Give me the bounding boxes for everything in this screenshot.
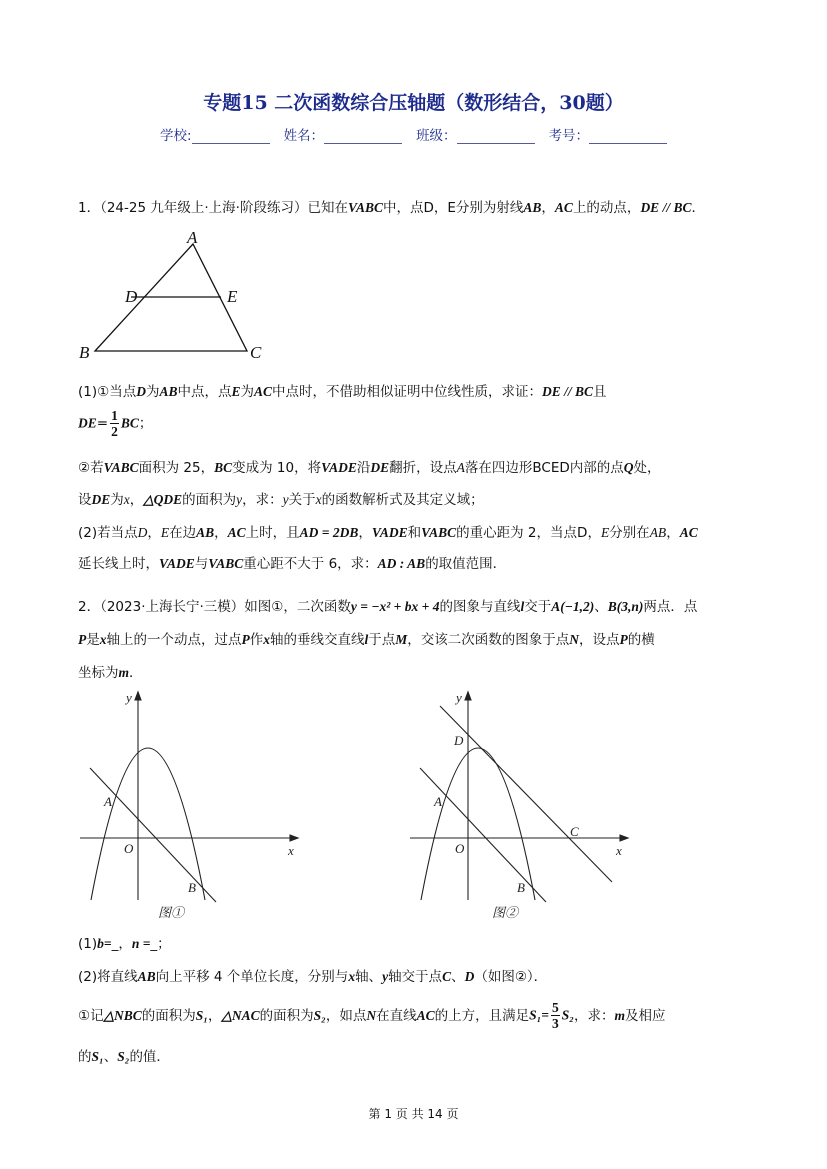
math-expression: S₁ xyxy=(195,1007,208,1023)
math-expression: DE xyxy=(370,460,390,475)
graph-fig1 xyxy=(80,692,298,902)
text-segment: 的值． xyxy=(129,1049,170,1065)
math-expression: y = −x² + bx + 4 xyxy=(350,599,440,614)
sub1-end xyxy=(574,1008,666,1024)
text-segment: 与 xyxy=(194,556,209,572)
text-segment: D xyxy=(423,200,434,216)
text-segment: 中点，点 xyxy=(177,384,232,400)
math-de: DE xyxy=(78,415,97,431)
text-segment: 变成为 10，将 xyxy=(232,460,322,476)
x-axis-arrow xyxy=(620,835,628,841)
triangle-labels xyxy=(79,228,262,362)
math-expression: x xyxy=(263,632,270,647)
math-expression: n = xyxy=(131,936,151,951)
y-axis-arrow xyxy=(135,692,141,700)
math-expression: AD = 2DB xyxy=(299,525,359,540)
parabola xyxy=(91,748,205,900)
fig2-point-a: A xyxy=(434,794,442,809)
q2-part2-sub1-line1 xyxy=(78,1000,666,1031)
math-s1-eq: S₁= xyxy=(529,1007,550,1023)
fig2-point-d: D xyxy=(454,733,464,748)
text-segment: ，求： xyxy=(242,492,283,508)
fig1-x-label: x xyxy=(288,843,294,858)
math-expression: △NBC xyxy=(103,1007,142,1023)
math-variable: y xyxy=(282,492,289,507)
text-segment: 、 xyxy=(594,599,608,615)
text-segment: 于点 xyxy=(368,632,396,648)
math-expression: y xyxy=(382,969,389,984)
math-expression: AC xyxy=(227,525,246,540)
text-segment: ， xyxy=(541,200,555,216)
text-segment: 且 xyxy=(593,384,607,400)
text-segment: ， xyxy=(214,525,228,541)
math-expression: S₁ xyxy=(91,1049,104,1064)
math-expression: N xyxy=(569,632,580,647)
punct: ； xyxy=(138,415,153,432)
math-s2: S₂ xyxy=(561,1007,574,1023)
text-segment: 上时，且 xyxy=(245,525,300,541)
text-segment: 轴的垂线交直线 xyxy=(270,632,365,648)
fig1-point-b: B xyxy=(188,880,196,895)
math-expression: △QDE xyxy=(143,492,183,507)
math-expression: Q xyxy=(623,460,634,475)
x-axis-arrow xyxy=(290,835,298,841)
math-variable: E xyxy=(600,525,610,540)
equals: = xyxy=(96,415,109,432)
triangle-figure xyxy=(95,244,247,351)
text-segment: 延长线上时， xyxy=(78,556,159,572)
q1-part1-line2 xyxy=(78,408,152,439)
label-a: A xyxy=(187,228,198,247)
fig1-origin-label: O xyxy=(124,841,134,856)
math-expression: VABC xyxy=(347,200,383,215)
text-segment: ， xyxy=(129,492,144,508)
text-segment: 和 xyxy=(407,525,422,541)
math-expression: VABC xyxy=(421,525,457,540)
text-segment: (1) xyxy=(78,936,98,952)
q2-stem-line3 xyxy=(78,661,143,681)
text-segment: 轴上的一个动点，过点 xyxy=(106,632,242,648)
text-segment: (2)将直线 xyxy=(78,969,138,985)
text-segment: 作 xyxy=(249,632,264,648)
text-segment: 上的动点， xyxy=(572,200,641,216)
text-segment: 中点时，不借助相似证明中位线性质，求证： xyxy=(272,384,543,400)
graph-fig2 xyxy=(410,692,628,902)
school-label: 学校: xyxy=(160,128,192,144)
text-segment: (1)①当点 xyxy=(78,384,137,400)
math-expression: x xyxy=(348,969,356,984)
math-variable: x xyxy=(123,492,130,507)
text-segment: ， xyxy=(118,936,132,952)
text-segment: ， xyxy=(666,525,680,541)
math-expression: △NAC xyxy=(221,1007,260,1023)
math-expression: BC xyxy=(214,460,233,475)
math-expression: l xyxy=(364,632,369,647)
text-segment: 为 xyxy=(240,384,255,400)
math-expression: D xyxy=(136,384,146,399)
math-expression: DE // BC xyxy=(640,200,692,215)
name-label: 姓名： xyxy=(283,128,325,144)
text-segment: 中，点 xyxy=(382,200,424,216)
text-segment: 落在四边形 xyxy=(464,460,533,476)
text-segment: 翻折，设点 xyxy=(389,460,457,476)
q1-part3-line1 xyxy=(78,521,698,541)
line-l xyxy=(90,768,216,902)
text-segment: E xyxy=(447,200,456,216)
math-expression: VADE xyxy=(371,525,408,540)
text-segment: (2)若当点 xyxy=(78,525,138,541)
fig1-labels xyxy=(103,690,294,920)
q1-part3-line2 xyxy=(78,552,506,572)
math-expression: N xyxy=(366,1007,377,1023)
math-expression: AC xyxy=(554,200,573,215)
text-segment: ，求： xyxy=(573,1007,615,1024)
math-expression: E xyxy=(231,384,241,399)
text-segment: ①记 xyxy=(78,1007,104,1024)
text-segment: 的图象与直线 xyxy=(439,599,521,615)
q2-stem-line2 xyxy=(78,628,655,648)
text-segment: _ xyxy=(111,936,119,952)
text-segment: 、 xyxy=(451,969,465,985)
text-segment: 分别在 xyxy=(609,525,650,541)
text-segment: ． xyxy=(129,665,143,681)
numerator: 5 xyxy=(552,1000,559,1015)
numerator: 1 xyxy=(111,408,118,423)
label-b: B xyxy=(79,343,90,362)
text-segment: 的面积为 xyxy=(259,1007,314,1024)
math-bc: BC xyxy=(120,415,139,431)
q2-part2 xyxy=(78,965,547,985)
math-variable: x xyxy=(315,492,322,507)
text-segment: _ xyxy=(150,936,158,952)
parabola xyxy=(421,748,535,900)
math-expression: b= xyxy=(97,936,112,951)
math-expression: m xyxy=(118,665,130,680)
text-segment: 为 xyxy=(110,492,124,508)
fig1-y-label: y xyxy=(126,690,132,705)
math-expression: DE // BC xyxy=(542,384,594,399)
text-segment: ， xyxy=(587,525,601,541)
math-expression: AD : AB xyxy=(377,556,426,571)
math-expression: P xyxy=(78,632,87,647)
fig2-point-c: C xyxy=(570,824,579,839)
q1-part2-line2 xyxy=(78,488,484,508)
text-segment: ②若 xyxy=(78,460,104,476)
class-label: 班级： xyxy=(416,128,457,144)
text-segment: 坐标为 xyxy=(78,665,119,681)
q1-part1-line1 xyxy=(78,380,607,400)
fig1-caption: 图① xyxy=(158,905,185,920)
math-expression: AC xyxy=(416,1007,435,1023)
page-title: 专题15 二次函数综合压轴题（数形结合，30题） xyxy=(203,92,624,114)
text-segment: 处， xyxy=(633,460,661,476)
text-segment: 轴、 xyxy=(355,969,383,985)
text-segment: 为 xyxy=(145,384,160,400)
text-segment: ， xyxy=(147,525,161,541)
fig2-y-label: y xyxy=(456,690,462,705)
text-segment: D xyxy=(577,525,588,541)
text-segment: 在边 xyxy=(169,525,197,541)
text-segment: ； xyxy=(157,936,171,952)
q2-part1 xyxy=(78,932,171,952)
fig1-point-a: A xyxy=(104,794,112,809)
math-variable: A xyxy=(456,460,465,475)
math-expression: S₂ xyxy=(313,1007,326,1023)
q2-part2-sub1-line2 xyxy=(78,1045,170,1065)
math-expression: AB xyxy=(159,384,178,399)
math-expression: M xyxy=(395,632,408,647)
math-expression: C xyxy=(442,969,452,984)
text-segment: 重心距不大于 6，求： xyxy=(243,556,378,572)
text-segment: 2．（2023·上海长宁·三模）如图①，二次函数 xyxy=(78,599,351,615)
denominator: 3 xyxy=(552,1016,559,1031)
text-segment: 设 xyxy=(78,492,92,508)
page-footer: 第 1 页 共 14 页 xyxy=(368,1107,459,1121)
text-segment: 1．（24-25 九年级上·上海·阶段练习）已知在 xyxy=(78,200,348,216)
text-segment: ，设点 xyxy=(579,632,620,648)
text-segment: 的 xyxy=(78,1049,92,1065)
text-segment: 分别为射线 xyxy=(455,200,524,216)
text-segment: BCED xyxy=(532,460,570,476)
text-segment: 内部的点 xyxy=(569,460,624,476)
text-segment: 交于 xyxy=(524,599,552,615)
denominator: 2 xyxy=(111,424,118,439)
text-segment: 向上平移 4 个单位长度，分别与 xyxy=(155,969,349,985)
math-expression: VADE xyxy=(159,556,195,571)
text-segment: 的面积为 xyxy=(182,492,237,508)
math-expression: VABC xyxy=(208,556,244,571)
text-segment: ，如点 xyxy=(325,1007,367,1024)
text-segment: 的上方，且满足 xyxy=(434,1007,530,1024)
math-expression: l xyxy=(520,599,525,614)
math-expression: S₂ xyxy=(117,1049,130,1064)
fraction-half xyxy=(110,408,119,439)
text-segment: ， xyxy=(433,200,448,216)
fig2-x-label: x xyxy=(616,843,622,858)
text-segment: 及相应 xyxy=(625,1007,666,1024)
label-e: E xyxy=(227,287,238,306)
text-segment: 、 xyxy=(103,1049,118,1065)
math-expression: AB xyxy=(523,200,542,215)
text-segment: （如图②）． xyxy=(474,969,548,985)
math-expression: A(−1,2) xyxy=(551,599,595,614)
text-segment: ， xyxy=(207,1007,222,1024)
fig2-labels xyxy=(433,690,622,920)
text-segment: 关于 xyxy=(288,492,316,508)
text-segment: ，交该二次函数的图象于点 xyxy=(407,632,570,648)
label-c: C xyxy=(250,343,262,362)
text-segment: 的取值范围． xyxy=(425,556,507,572)
text-segment: 的函数解析式及其定义域； xyxy=(321,492,484,508)
text-segment: ． xyxy=(691,200,705,216)
fig2-caption: 图② xyxy=(492,905,519,920)
text-segment: 轴交于点 xyxy=(388,969,443,985)
label-d: D xyxy=(125,287,138,306)
math-expression: x xyxy=(99,632,107,647)
line-l xyxy=(420,768,546,902)
text-segment: 是 xyxy=(86,632,100,648)
math-expression: P xyxy=(241,632,250,647)
math-expression: B(3,n) xyxy=(607,599,644,614)
q2-stem-line1 xyxy=(78,595,697,615)
sub1-text xyxy=(78,1008,529,1024)
text-segment: ， xyxy=(358,525,372,541)
math-variable: AB xyxy=(649,525,667,540)
q1-part2-line1 xyxy=(78,456,661,476)
fig2-origin-label: O xyxy=(455,841,465,856)
math-expression: AB xyxy=(137,969,156,984)
y-axis-arrow xyxy=(465,692,471,700)
math-expression: DE xyxy=(91,492,111,507)
math-variable: y xyxy=(236,492,243,507)
math-expression: D xyxy=(464,969,475,984)
math-expression: AC xyxy=(679,525,698,540)
text-segment: 的重心距为 2，当点 xyxy=(456,525,578,541)
math-expression: AC xyxy=(254,384,273,399)
math-expression: AB xyxy=(196,525,215,540)
fraction-five-thirds xyxy=(551,1000,560,1031)
math-expression: P xyxy=(619,632,628,647)
text-segment: 在直线 xyxy=(376,1007,417,1024)
text-segment: 面积为 25， xyxy=(138,460,215,476)
math-expression: VADE xyxy=(321,460,357,475)
math-variable: D xyxy=(137,525,148,540)
fig2-point-b: B xyxy=(517,880,525,895)
text-segment: 的横 xyxy=(627,632,655,648)
text-segment: 两点．点 xyxy=(643,599,698,615)
math-expression: VABC xyxy=(103,460,139,475)
math-variable: E xyxy=(160,525,170,540)
text-segment: 的面积为 xyxy=(141,1007,196,1024)
text-segment: 沿 xyxy=(356,460,371,476)
math-expression: m xyxy=(614,1007,625,1023)
exam-no-label: 考号： xyxy=(548,128,590,144)
